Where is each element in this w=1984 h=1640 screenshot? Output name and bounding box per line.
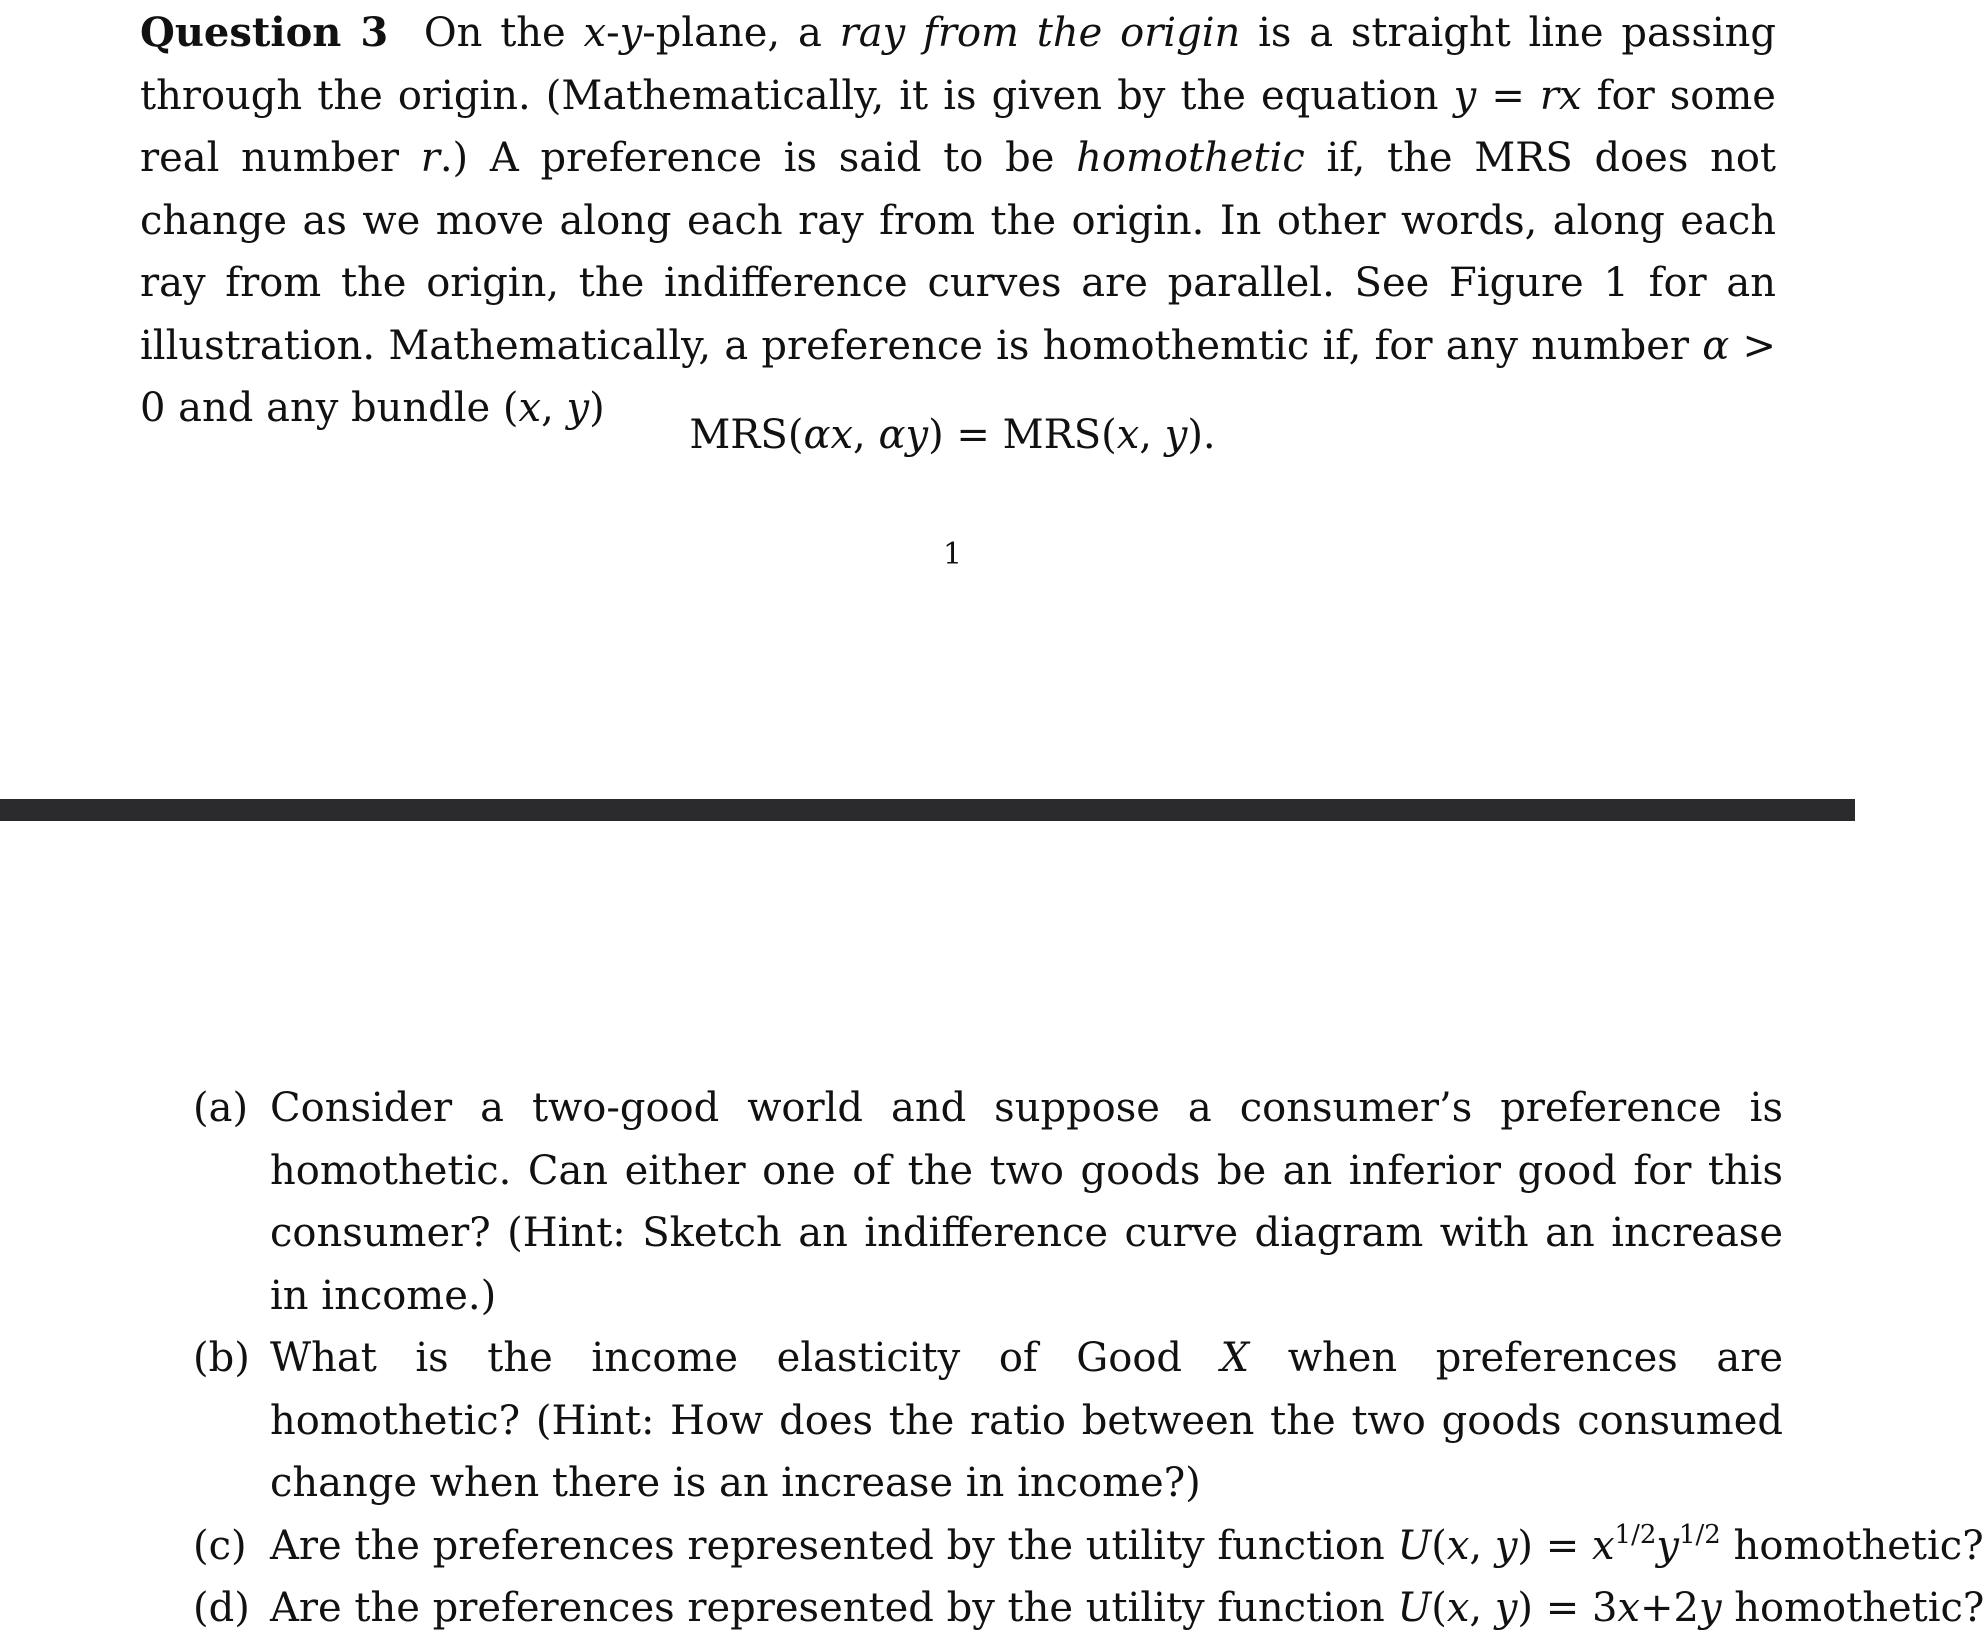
math-symbol: x	[518, 385, 542, 431]
text-run: ) = MRS(	[928, 412, 1117, 458]
page-separator	[0, 799, 1855, 821]
text-run: ) = 3	[1517, 1585, 1618, 1631]
math-symbol: x	[1591, 1522, 1615, 1569]
part-label: (c)	[193, 1522, 247, 1569]
text-run: ,	[541, 385, 567, 431]
text-run: +2	[1639, 1585, 1699, 1631]
text-run: What is the income elasticity of Good	[270, 1335, 1221, 1381]
part-b	[193, 1327, 1783, 1515]
math-symbol: x	[1446, 1585, 1470, 1631]
part-text	[270, 1577, 1984, 1640]
math-symbol: y	[1698, 1585, 1722, 1631]
part-text	[270, 1327, 1783, 1515]
text-run: ,	[1469, 1522, 1495, 1569]
text-run: ,	[1139, 412, 1165, 458]
part-label: (a)	[193, 1085, 249, 1131]
part-text	[270, 1077, 1783, 1327]
math-symbol: y	[619, 10, 643, 56]
part-c	[193, 1515, 1984, 1578]
exponent: 1/2	[1679, 1519, 1721, 1550]
math-symbol: αx	[803, 412, 854, 458]
text-run: (	[1431, 1522, 1447, 1569]
text-run: -plane, a	[642, 10, 840, 56]
text-run: ,	[853, 412, 879, 458]
math-symbol: y	[566, 385, 590, 431]
part-a	[193, 1077, 1783, 1327]
text-run: ) =	[1517, 1522, 1592, 1569]
math-symbol: x	[1617, 1585, 1640, 1631]
math-symbol: y	[1494, 1522, 1518, 1569]
text-run: )	[589, 385, 605, 431]
page-number: 1	[942, 537, 963, 572]
math-symbol: αy	[878, 412, 929, 458]
text-run: (	[1431, 1585, 1447, 1631]
math-symbol: rx	[1539, 72, 1582, 119]
text-run: .) A preference is said to be	[439, 135, 1077, 181]
part-text	[270, 1515, 1984, 1578]
text-run: > 0 and any bundle (	[140, 322, 1777, 431]
question-label: Question 3	[140, 9, 389, 56]
part-d	[193, 1577, 1984, 1640]
question-parts	[193, 1077, 1984, 1640]
text-run: homothetic?	[1720, 1522, 1984, 1569]
math-symbol: y	[1164, 412, 1188, 458]
exponent: 1/2	[1614, 1519, 1657, 1550]
text-run: if, the MRS does not change as we move along each ray from the origin. In other words, along each ray from the origin, the indifference curves are parallel. See Figure 1 for an illustration. Mathematically, a preference is homothemtic if, for any number	[140, 135, 1776, 369]
text-run: Consider a two-good world and suppose a consumer’s preference is homothetic. Can either one of the two goods be an inferior good for this consumer? (Hint: Sketch an indifference curve diagram with an increase in income.)	[270, 1085, 1783, 1319]
question-body	[140, 10, 1776, 431]
math-symbol: x	[1446, 1522, 1470, 1569]
math-symbol: x	[583, 10, 607, 56]
math-symbol: y	[1656, 1522, 1679, 1569]
text-run: Are the preferences represented by the utility function	[270, 1585, 1398, 1631]
text-run: On the	[423, 10, 584, 56]
text-run: ,	[1469, 1585, 1495, 1631]
math-symbol: α	[1702, 322, 1730, 369]
math-symbol: y	[1494, 1585, 1518, 1631]
display-equation	[0, 405, 1855, 465]
part-label: (b)	[193, 1335, 250, 1381]
math-symbol: y	[1453, 72, 1477, 119]
text-run: is a straight line passing through the origin. (Mathematically, it is given by the equation	[140, 10, 1777, 119]
page-top	[140, 0, 1776, 440]
math-symbol: U	[1397, 1585, 1432, 1631]
text-run: for some real number	[140, 72, 1776, 181]
text-run: MRS(	[689, 412, 804, 458]
emphasis-text: homothetic	[1076, 135, 1305, 181]
text-run: =	[1476, 72, 1540, 119]
text-run: ).	[1187, 412, 1216, 458]
emphasis-text: ray from the origin	[839, 10, 1241, 56]
math-symbol: r	[420, 135, 440, 181]
question-paragraph	[140, 0, 1776, 440]
part-label: (d)	[193, 1585, 250, 1631]
text-run: -	[606, 10, 620, 56]
math-symbol: U	[1397, 1522, 1432, 1569]
text-run: when preferences are homothetic? (Hint: How does the ratio between the two goods consumed change when there is an increase in income?)	[270, 1335, 1784, 1506]
text-run: Are the preferences represented by the utility function	[270, 1522, 1398, 1569]
math-symbol: x	[1116, 412, 1140, 458]
text-run: homothetic?	[1721, 1585, 1984, 1631]
math-symbol: X	[1220, 1335, 1250, 1381]
